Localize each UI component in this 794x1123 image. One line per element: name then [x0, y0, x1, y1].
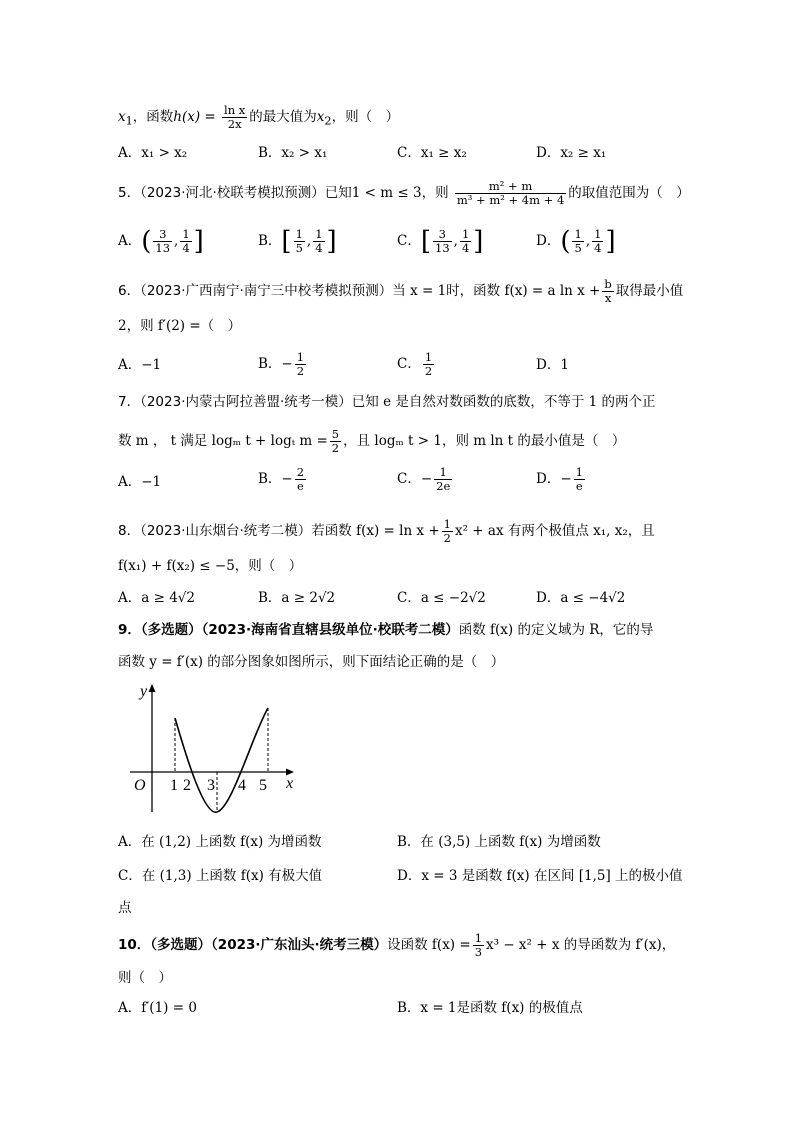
q6-option-a[interactable]: A．−1 — [118, 357, 162, 373]
q10-option-b[interactable]: B．x = 1是函数 f(x) 的极值点 — [397, 1000, 583, 1016]
q4-option-c[interactable]: C．x₁ ≥ x₂ — [397, 145, 467, 161]
y-axis-label: y — [140, 683, 148, 700]
q6-option-d[interactable]: D．1 — [536, 357, 569, 373]
q9-stem: 9．（多选题）（2023·海南省直辖县级单位·校联考二模）函数 f(x) 的定义域为 R，它的导 — [118, 622, 654, 638]
x-axis-label: x — [286, 775, 294, 792]
tick-2: 2 — [183, 777, 191, 794]
q9-option-b[interactable]: B．在 (3,5) 上函数 f(x) 为增函数 — [397, 834, 601, 850]
derivative-graph — [124, 676, 314, 826]
q10-fraction: $\frac{1}{3}$ — [474, 931, 483, 959]
q4-stem-line: $x_1$，函数h(x) = $\frac{\text{ln x}}{2x}$ 的最大值为$x_2$，则（ ） — [118, 103, 400, 131]
q4-option-d[interactable]: D．x₂ ≥ x₁ — [536, 145, 607, 161]
q8-option-c[interactable]: C．a ≤ −2√2 — [397, 590, 486, 606]
q10-option-a[interactable]: A．f′(1) = 0 — [118, 1000, 197, 1016]
q5-option-a[interactable]: A．( $\frac{3}{13}$ , $\frac{1}{4}$ ] — [118, 226, 204, 257]
q5-option-b[interactable]: B．[ $\frac{1}{5}$ , $\frac{1}{4}$ ] — [258, 226, 337, 257]
y-axis-arrow — [149, 684, 156, 692]
q7-option-c[interactable]: C．− $\frac{1}{2e}$ — [397, 465, 451, 493]
q9-option-c[interactable]: C．在 (1,3) 上函数 f(x) 有极大值 — [118, 868, 323, 884]
q4-option-b[interactable]: B．x₂ > x₁ — [258, 145, 328, 161]
q9-option-d-continued: 点 — [118, 900, 132, 916]
tick-4: 4 — [238, 777, 246, 794]
q7-stem-line2: 数 m ， t 满足 logₘ t + logₜ m = $\frac{5}{2}$ ，且 logₘ t > 1，则 m ln t 的最小值是（ ） — [118, 427, 626, 455]
q6-stem-line2: 2，则 f′(2) =（ ） — [118, 318, 242, 334]
q10-stem-line2: 则（ ） — [118, 970, 172, 986]
q7-fraction: $\frac{5}{2}$ — [331, 427, 340, 455]
q6-option-b[interactable]: B．− $\frac{1}{2}$ — [258, 350, 305, 378]
q6-fraction: $\frac{b}{x}$ — [604, 277, 612, 305]
q5-option-d[interactable]: D．( $\frac{1}{5}$ , $\frac{1}{4}$ ] — [536, 226, 616, 257]
tick-5: 5 — [259, 777, 267, 794]
q7-stem: 7．（2023·内蒙古阿拉善盟·统考一模）已知 e 是自然对数函数的底数，不等于 1 的两个正 — [118, 394, 656, 410]
origin-label: O — [134, 777, 146, 794]
q8-stem: 8．（2023·山东烟台·统考二模）若函数 f(x) = ln x + $\frac{1}{2}$ x² + ax 有两个极值点 x₁, x₂，且 — [118, 517, 655, 545]
q7-option-a[interactable]: A．−1 — [118, 474, 162, 490]
tick-3: 3 — [207, 777, 215, 794]
q6-option-c[interactable]: C． $\frac{1}{2}$ — [397, 350, 433, 378]
q8-option-d[interactable]: D．a ≤ −4√2 — [536, 590, 626, 606]
q9-option-a[interactable]: A．在 (1,2) 上函数 f(x) 为增函数 — [118, 834, 322, 850]
q9-option-d[interactable]: D．x = 3 是函数 f(x) 在区间 [1,5] 上的极小值 — [397, 868, 683, 884]
q9-stem-line2: 函数 y = f′(x) 的部分图象如图所示，则下面结论正确的是（ ） — [118, 654, 505, 670]
q8-option-b[interactable]: B．a ≥ 2√2 — [258, 590, 336, 606]
q8-fraction: $\frac{1}{2}$ — [443, 517, 451, 545]
q5-stem: 5．（2023·河北·校联考模拟预测）已知1 < m ≤ 3，则 $\frac{\text{m² + m}}{\text{m³ + m² + 4m + 4}}$ 的取值范围为（ ） — [118, 179, 690, 207]
q4-option-a[interactable]: A．x₁ > x₂ — [118, 145, 188, 161]
q8-stem-line2: f(x₁) + f(x₂) ≤ −5，则（ ） — [118, 558, 303, 574]
q8-option-a[interactable]: A．a ≥ 4√2 — [118, 590, 195, 606]
q6-stem: 6．（2023·广西南宁·南宁三中校考模拟预测）当 x = 1时，函数 f(x) = a ln x + $\frac{b}{x}$ 取得最小值 — [118, 277, 684, 305]
derivative-curve — [175, 708, 268, 812]
q4-fraction: $\frac{\text{ln x}}{2x}$ — [224, 103, 246, 131]
q5-fraction: $\frac{\text{m² + m}}{\text{m³ + m² + 4m + 4}}$ — [456, 179, 565, 207]
q7-option-d[interactable]: D．− $\frac{1}{e}$ — [536, 465, 583, 493]
q10-stem: 10．（多选题）（2023·广东汕头·统考三模）设函数 f(x) = $\frac{1}{3}$ x³ − x² + x 的导函数为 f′(x)， — [118, 931, 676, 959]
q7-option-b[interactable]: B．− $\frac{2}{e}$ — [258, 465, 305, 493]
q5-option-c[interactable]: C．[ $\frac{3}{13}$ , $\frac{1}{4}$ ] — [397, 226, 484, 257]
tick-1: 1 — [170, 777, 178, 794]
